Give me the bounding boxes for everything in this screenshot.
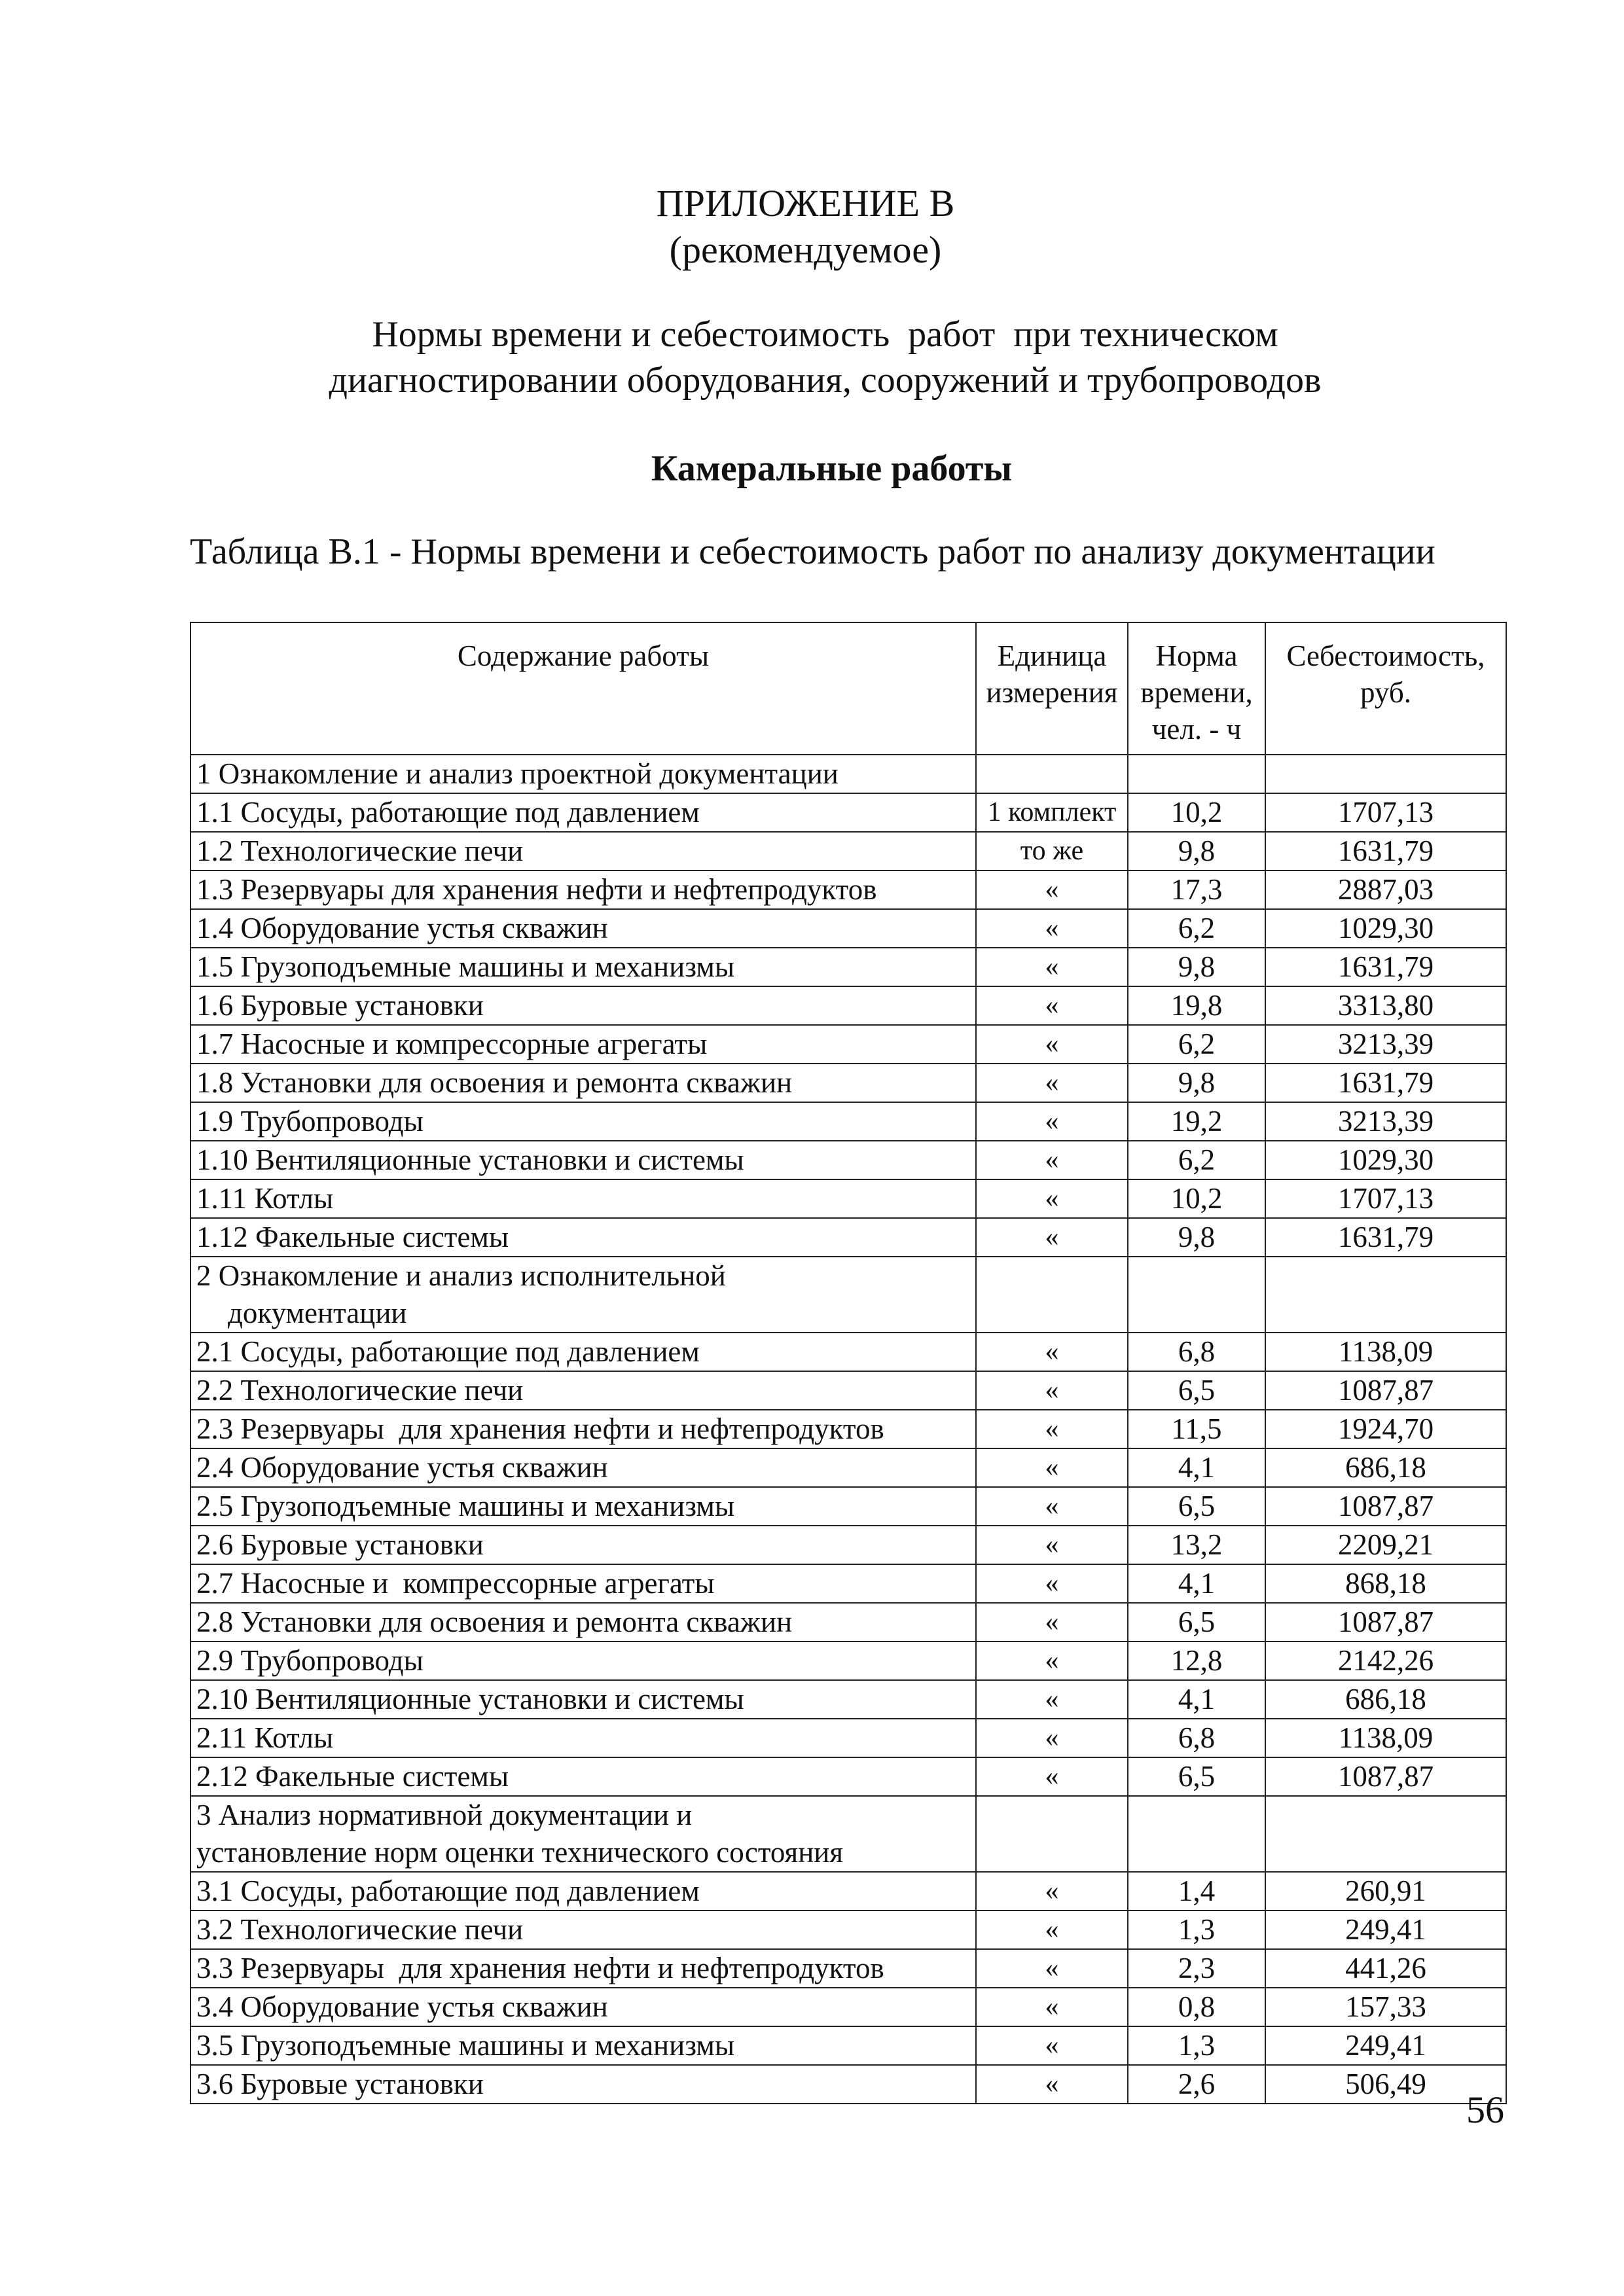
column-header-norm-line-2: времени, xyxy=(1140,676,1253,709)
table-row xyxy=(190,1526,1506,1564)
section-cost-cell xyxy=(1265,755,1506,793)
column-header-unit-line-1: Единица xyxy=(997,639,1107,672)
cell-unit: « xyxy=(976,1333,1128,1371)
cell-unit: « xyxy=(976,1680,1128,1719)
cell-work: 1.4 Оборудование устья скважин xyxy=(190,909,976,948)
cell-unit: « xyxy=(976,1757,1128,1796)
cell-norm: 6,8 xyxy=(1128,1719,1265,1757)
cell-norm: 10,2 xyxy=(1128,793,1265,832)
cell-work: 2.11 Котлы xyxy=(190,1719,976,1757)
table-row xyxy=(190,1179,1506,1218)
section-unit-cell xyxy=(976,755,1128,793)
cell-cost: 1707,13 xyxy=(1265,1179,1506,1218)
cell-norm: 0,8 xyxy=(1128,1988,1265,2026)
cell-cost: 441,26 xyxy=(1265,1949,1506,1988)
cell-norm: 10,2 xyxy=(1128,1179,1265,1218)
cell-work: 1.7 Насосные и компрессорные агрегаты xyxy=(190,1025,976,1064)
document-title-line-1: Нормы времени и себестоимость работ при техническом xyxy=(372,314,1278,355)
cell-work: 1.6 Буровые установки xyxy=(190,986,976,1025)
cell-unit: « xyxy=(976,1371,1128,1410)
cell-work: 2.3 Резервуары для хранения нефти и нефтепродуктов xyxy=(190,1410,976,1448)
cell-cost: 2887,03 xyxy=(1265,870,1506,909)
table-row xyxy=(190,1333,1506,1371)
appendix-subtitle: (рекомендуемое) xyxy=(669,228,942,271)
table-row xyxy=(190,1448,1506,1487)
table-header-row xyxy=(190,622,1506,755)
cell-work: 3.5 Грузоподъемные машины и механизмы xyxy=(190,2026,976,2065)
cell-work: 2.8 Установки для освоения и ремонта скважин xyxy=(190,1603,976,1641)
cell-cost: 2209,21 xyxy=(1265,1526,1506,1564)
column-header-unit xyxy=(976,622,1128,755)
cell-unit: « xyxy=(976,1910,1128,1949)
cell-norm: 6,5 xyxy=(1128,1757,1265,1796)
cell-unit: « xyxy=(976,1064,1128,1102)
cell-cost: 1087,87 xyxy=(1265,1757,1506,1796)
column-header-norm-line-1: Норма xyxy=(1155,639,1238,672)
cell-norm: 6,2 xyxy=(1128,1025,1265,1064)
cell-unit: то же xyxy=(976,832,1128,870)
cell-unit: « xyxy=(976,1719,1128,1757)
cell-cost: 686,18 xyxy=(1265,1448,1506,1487)
column-header-cost-line-2: руб. xyxy=(1360,676,1411,709)
table-row xyxy=(190,1988,1506,2026)
cell-cost: 1138,09 xyxy=(1265,1719,1506,1757)
section-header-row xyxy=(190,1796,1506,1872)
table-row xyxy=(190,1064,1506,1102)
cell-unit: « xyxy=(976,986,1128,1025)
cell-cost: 1631,79 xyxy=(1265,832,1506,870)
table-row xyxy=(190,1641,1506,1680)
cell-work: 2.1 Сосуды, работающие под давлением xyxy=(190,1333,976,1371)
cell-unit: « xyxy=(976,1487,1128,1526)
cell-work: 3.4 Оборудование устья скважин xyxy=(190,1988,976,2026)
table-row xyxy=(190,1719,1506,1757)
table-row xyxy=(190,793,1506,832)
section-title-line-2: установление норм оценки технического состояния xyxy=(196,1836,844,1869)
table-row xyxy=(190,1025,1506,1064)
cell-norm: 9,8 xyxy=(1128,1218,1265,1257)
section-heading: Камеральные работы xyxy=(651,448,1013,489)
cell-norm: 9,8 xyxy=(1128,1064,1265,1102)
section-header-row xyxy=(190,755,1506,793)
cell-cost: 3213,39 xyxy=(1265,1102,1506,1141)
table-row xyxy=(190,1141,1506,1179)
cell-cost: 2142,26 xyxy=(1265,1641,1506,1680)
table-row xyxy=(190,832,1506,870)
cell-work: 2.9 Трубопроводы xyxy=(190,1641,976,1680)
table-row xyxy=(190,1757,1506,1796)
table-row xyxy=(190,986,1506,1025)
cell-cost: 506,49 xyxy=(1265,2065,1506,2104)
section-title xyxy=(190,1257,976,1333)
cell-unit: « xyxy=(976,1448,1128,1487)
cell-cost: 686,18 xyxy=(1265,1680,1506,1719)
norms-table xyxy=(190,622,1507,2104)
column-header-work-label: Содержание работы xyxy=(457,639,710,672)
cell-unit: « xyxy=(976,1603,1128,1641)
cell-cost: 260,91 xyxy=(1265,1872,1506,1910)
cell-cost: 1087,87 xyxy=(1265,1371,1506,1410)
cell-unit: « xyxy=(976,1218,1128,1257)
cell-norm: 11,5 xyxy=(1128,1410,1265,1448)
cell-cost: 1631,79 xyxy=(1265,1064,1506,1102)
section-title-line-2: документации xyxy=(228,1297,407,1329)
cell-norm: 6,5 xyxy=(1128,1371,1265,1410)
table-row xyxy=(190,1564,1506,1603)
cell-cost: 1087,87 xyxy=(1265,1487,1506,1526)
cell-work: 1.12 Факельные системы xyxy=(190,1218,976,1257)
section-title-line-1: 3 Анализ нормативной документации и xyxy=(196,1799,693,1831)
section-title xyxy=(190,755,976,793)
column-header-cost-line-1: Себестоимость, xyxy=(1286,639,1485,672)
document-title-line-2: диагностировании оборудования, сооружений и трубопроводов xyxy=(329,360,1322,401)
table-row xyxy=(190,1102,1506,1141)
cell-norm: 4,1 xyxy=(1128,1564,1265,1603)
section-cost-cell xyxy=(1265,1796,1506,1872)
cell-unit: « xyxy=(976,909,1128,948)
table-row xyxy=(190,1410,1506,1448)
cell-work: 1.11 Котлы xyxy=(190,1179,976,1218)
cell-cost: 1087,87 xyxy=(1265,1603,1506,1641)
column-header-cost xyxy=(1265,622,1506,755)
cell-work: 1.8 Установки для освоения и ремонта скважин xyxy=(190,1064,976,1102)
table-row xyxy=(190,1371,1506,1410)
cell-cost: 1029,30 xyxy=(1265,909,1506,948)
cell-cost: 1029,30 xyxy=(1265,1141,1506,1179)
table-row xyxy=(190,2026,1506,2065)
cell-norm: 9,8 xyxy=(1128,832,1265,870)
cell-work: 3.2 Технологические печи xyxy=(190,1910,976,1949)
cell-norm: 17,3 xyxy=(1128,870,1265,909)
cell-unit: « xyxy=(976,1141,1128,1179)
cell-unit: « xyxy=(976,1564,1128,1603)
cell-unit: « xyxy=(976,870,1128,909)
cell-norm: 1,3 xyxy=(1128,1910,1265,1949)
table-row xyxy=(190,1680,1506,1719)
cell-cost: 1707,13 xyxy=(1265,793,1506,832)
cell-norm: 19,2 xyxy=(1128,1102,1265,1141)
cell-cost: 1924,70 xyxy=(1265,1410,1506,1448)
cell-unit: « xyxy=(976,1410,1128,1448)
cell-unit: « xyxy=(976,1949,1128,1988)
cell-work: 2.10 Вентиляционные установки и системы xyxy=(190,1680,976,1719)
section-cost-cell xyxy=(1265,1257,1506,1333)
cell-unit: « xyxy=(976,1025,1128,1064)
column-header-unit-line-2: измерения xyxy=(986,676,1118,709)
table-row xyxy=(190,1218,1506,1257)
cell-work: 2.7 Насосные и компрессорные агрегаты xyxy=(190,1564,976,1603)
cell-unit: « xyxy=(976,2065,1128,2104)
cell-norm: 19,8 xyxy=(1128,986,1265,1025)
section-title xyxy=(190,1796,976,1872)
cell-work: 2.4 Оборудование устья скважин xyxy=(190,1448,976,1487)
section-norm-cell xyxy=(1128,1796,1265,1872)
cell-norm: 6,2 xyxy=(1128,909,1265,948)
cell-norm: 6,5 xyxy=(1128,1487,1265,1526)
cell-work: 1.3 Резервуары для хранения нефти и нефтепродуктов xyxy=(190,870,976,909)
section-unit-cell xyxy=(976,1796,1128,1872)
cell-norm: 6,2 xyxy=(1128,1141,1265,1179)
cell-norm: 2,3 xyxy=(1128,1949,1265,1988)
table-row xyxy=(190,948,1506,986)
table-row xyxy=(190,1487,1506,1526)
cell-unit: « xyxy=(976,1641,1128,1680)
table-caption: Таблица В.1 - Нормы времени и себестоимость работ по анализу документации xyxy=(190,531,1435,572)
cell-norm: 6,5 xyxy=(1128,1603,1265,1641)
cell-cost: 157,33 xyxy=(1265,1988,1506,2026)
table-body xyxy=(190,755,1506,2104)
cell-norm: 1,3 xyxy=(1128,2026,1265,2065)
cell-work: 3.1 Сосуды, работающие под давлением xyxy=(190,1872,976,1910)
cell-norm: 6,8 xyxy=(1128,1333,1265,1371)
cell-work: 2.6 Буровые установки xyxy=(190,1526,976,1564)
table-row xyxy=(190,1603,1506,1641)
cell-work: 2.12 Факельные системы xyxy=(190,1757,976,1796)
cell-norm: 4,1 xyxy=(1128,1448,1265,1487)
table-row xyxy=(190,1872,1506,1910)
cell-cost: 1138,09 xyxy=(1265,1333,1506,1371)
table-row xyxy=(190,2065,1506,2104)
cell-unit: « xyxy=(976,1526,1128,1564)
cell-unit: « xyxy=(976,1872,1128,1910)
cell-cost: 868,18 xyxy=(1265,1564,1506,1603)
cell-unit: « xyxy=(976,1988,1128,2026)
cell-cost: 3213,39 xyxy=(1265,1025,1506,1064)
cell-work: 1.10 Вентиляционные установки и системы xyxy=(190,1141,976,1179)
cell-cost: 1631,79 xyxy=(1265,1218,1506,1257)
cell-unit: 1 комплект xyxy=(976,793,1128,832)
section-header-row xyxy=(190,1257,1506,1333)
cell-work: 1.2 Технологические печи xyxy=(190,832,976,870)
cell-norm: 9,8 xyxy=(1128,948,1265,986)
cell-work: 1.9 Трубопроводы xyxy=(190,1102,976,1141)
cell-norm: 4,1 xyxy=(1128,1680,1265,1719)
appendix-title: ПРИЛОЖЕНИЕ В xyxy=(656,182,955,224)
cell-cost: 249,41 xyxy=(1265,2026,1506,2065)
page-number: 56 xyxy=(1466,2089,1504,2131)
section-unit-cell xyxy=(976,1257,1128,1333)
cell-norm: 1,4 xyxy=(1128,1872,1265,1910)
table-row xyxy=(190,1910,1506,1949)
table-row xyxy=(190,1949,1506,1988)
table-row xyxy=(190,870,1506,909)
cell-unit: « xyxy=(976,1179,1128,1218)
cell-work: 1.5 Грузоподъемные машины и механизмы xyxy=(190,948,976,986)
cell-cost: 1631,79 xyxy=(1265,948,1506,986)
cell-unit: « xyxy=(976,2026,1128,2065)
section-title-line-1: 2 Ознакомление и анализ исполнительной xyxy=(196,1259,726,1292)
cell-unit: « xyxy=(976,948,1128,986)
section-title-line-1: 1 Ознакомление и анализ проектной документации xyxy=(196,757,839,790)
column-header-norm xyxy=(1128,622,1265,755)
section-norm-cell xyxy=(1128,755,1265,793)
cell-work: 1.1 Сосуды, работающие под давлением xyxy=(190,793,976,832)
table-row xyxy=(190,909,1506,948)
cell-work: 3.3 Резервуары для хранения нефти и нефтепродуктов xyxy=(190,1949,976,1988)
cell-norm: 13,2 xyxy=(1128,1526,1265,1564)
section-norm-cell xyxy=(1128,1257,1265,1333)
column-header-work xyxy=(190,622,976,755)
cell-work: 2.5 Грузоподъемные машины и механизмы xyxy=(190,1487,976,1526)
cell-norm: 12,8 xyxy=(1128,1641,1265,1680)
cell-cost: 3313,80 xyxy=(1265,986,1506,1025)
cell-cost: 249,41 xyxy=(1265,1910,1506,1949)
cell-unit: « xyxy=(976,1102,1128,1141)
cell-norm: 2,6 xyxy=(1128,2065,1265,2104)
column-header-norm-line-3: чел. - ч xyxy=(1151,713,1242,745)
cell-work: 2.2 Технологические печи xyxy=(190,1371,976,1410)
cell-work: 3.6 Буровые установки xyxy=(190,2065,976,2104)
